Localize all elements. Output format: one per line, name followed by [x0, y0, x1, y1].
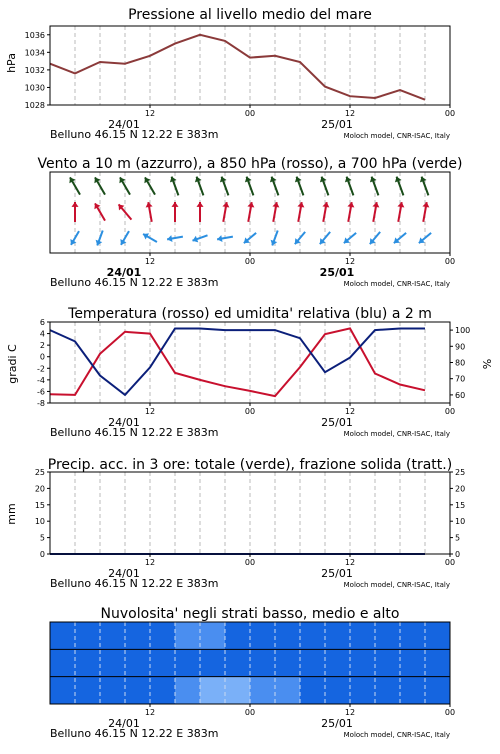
x-tick-label: 00 [444, 407, 456, 416]
temperature-title: Temperatura (rosso) ed umidita' relativa (blu) a 2 m [68, 306, 432, 322]
temperature-ylabel: gradi C [6, 344, 19, 384]
cloud-cell [400, 649, 425, 676]
y-tick-label: -8 [37, 399, 45, 408]
y-tick-label: 100 [455, 326, 471, 336]
y-tick-label: -4 [37, 375, 45, 385]
y-tick-label: 10 [455, 517, 466, 527]
y-tick-label: 15 [34, 500, 45, 510]
cloud-cell [225, 622, 250, 649]
y-tick-label: 5 [39, 533, 45, 543]
location-label: Belluno 46.15 N 12.22 E 383m [50, 128, 219, 141]
cloud-cell [300, 649, 325, 676]
cloud-cell [425, 649, 450, 676]
cloud-cell [225, 677, 250, 704]
cloud-cell [325, 649, 350, 676]
clouds-title: Nuvolosita' negli strati basso, medio e alto [100, 606, 400, 622]
cloud-cell [75, 677, 100, 704]
cloud-cell [350, 622, 375, 649]
y-tick-label: 20 [455, 484, 466, 494]
y-tick-label: 1036 [24, 30, 45, 40]
y-tick-label: 5 [455, 533, 461, 543]
cloud-cell [425, 622, 450, 649]
x-tick-label: 12 [344, 558, 356, 567]
y-tick-label: -2 [37, 364, 45, 374]
cloud-cell [200, 677, 225, 704]
y-tick-label: 15 [455, 500, 466, 510]
date-label: 25/01 [319, 266, 355, 279]
y-tick-label: 60 [455, 390, 466, 400]
cloud-cell [275, 649, 300, 676]
cloud-cell [100, 649, 125, 676]
location-label: Belluno 46.15 N 12.22 E 383m [50, 276, 219, 289]
cloud-cell [300, 622, 325, 649]
credit-label: Moloch model, CNR-ISAC, Italy [343, 132, 450, 140]
cloud-cell [375, 622, 400, 649]
date-label: 24/01 [108, 717, 140, 730]
y-tick-label: 0 [39, 352, 45, 362]
cloud-layer [50, 622, 450, 704]
plot-frame [50, 472, 450, 554]
x-tick-label: 12 [344, 708, 356, 717]
y-tick-label: -6 [37, 387, 45, 397]
credit-label: Moloch model, CNR-ISAC, Italy [343, 430, 450, 438]
cloud-cell [175, 677, 200, 704]
cloud-cell [150, 649, 175, 676]
credit-label: Moloch model, CNR-ISAC, Italy [343, 731, 450, 739]
y-tick-label: 10 [34, 517, 45, 527]
y-tick-label: 80 [455, 358, 466, 368]
y-tick-label: 25 [455, 468, 466, 477]
x-tick-label: 00 [244, 407, 256, 416]
date-label: 24/01 [108, 567, 140, 580]
cloud-cell [175, 622, 200, 649]
cloud-cell [350, 677, 375, 704]
cloud-cell [125, 649, 150, 676]
cloud-cell [250, 622, 275, 649]
x-tick-label: 00 [444, 558, 456, 567]
y-tick-label: 0 [455, 550, 461, 559]
x-tick-label: 00 [444, 109, 456, 118]
cloud-cell [125, 677, 150, 704]
x-tick-label: 00 [244, 109, 256, 118]
cloud-cell [200, 649, 225, 676]
date-label: 25/01 [321, 416, 353, 429]
credit-label: Moloch model, CNR-ISAC, Italy [343, 581, 450, 589]
cloud-cell [350, 649, 375, 676]
cloud-cell [225, 649, 250, 676]
x-tick-label: 00 [244, 708, 256, 717]
cloud-cell [150, 622, 175, 649]
y-tick-label: 1034 [24, 48, 45, 58]
data-layer [50, 35, 431, 554]
precip-title: Precip. acc. in 3 ore: totale (verde), frazione solida (tratt.) [47, 457, 453, 473]
x-tick-label: 12 [344, 257, 356, 266]
cloud-cell [275, 622, 300, 649]
y-tick-label: 20 [34, 484, 45, 494]
location-label: Belluno 46.15 N 12.22 E 383m [50, 426, 219, 439]
x-tick-label: 12 [344, 109, 356, 118]
cloud-cell [200, 622, 225, 649]
cloud-cell [75, 649, 100, 676]
y-tick-label: 1030 [24, 83, 45, 93]
y-tick-label: 2 [39, 341, 45, 351]
y-tick-label: 1032 [24, 65, 45, 75]
temperature-line [50, 328, 425, 396]
y-tick-label: 25 [34, 468, 45, 477]
x-tick-label: 12 [144, 708, 156, 717]
cloud-cell [175, 649, 200, 676]
cloud-cell [50, 677, 75, 704]
temperature-ylabel-right: % [481, 358, 494, 370]
pressure-title: Pressione al livello medio del mare [128, 7, 372, 23]
pressure-ylabel: hPa [5, 53, 18, 73]
cloud-cell [250, 649, 275, 676]
wind-arrowhead-850 [171, 202, 178, 207]
x-tick-label: 12 [144, 407, 156, 416]
credit-label: Moloch model, CNR-ISAC, Italy [343, 280, 450, 288]
cloud-cell [375, 677, 400, 704]
date-label: 24/01 [108, 416, 140, 429]
date-label: 24/01 [108, 118, 140, 131]
x-tick-label: 12 [344, 407, 356, 416]
cloud-cell [325, 677, 350, 704]
cloud-cell [325, 622, 350, 649]
y-tick-label: 4 [39, 329, 45, 339]
cloud-cell [275, 677, 300, 704]
precip-ylabel: mm [5, 503, 18, 525]
cloud-cell [375, 649, 400, 676]
cloud-cell [300, 677, 325, 704]
cloud-cell [100, 677, 125, 704]
date-label: 25/01 [321, 717, 353, 730]
cloud-cell [75, 622, 100, 649]
cloud-cell [50, 649, 75, 676]
pressure-line [50, 35, 425, 100]
cloud-cell [150, 677, 175, 704]
location-label: Belluno 46.15 N 12.22 E 383m [50, 727, 219, 740]
cloud-cell [250, 677, 275, 704]
date-label: 25/01 [321, 567, 353, 580]
y-tick-label: 90 [455, 342, 466, 352]
date-label: 25/01 [321, 118, 353, 131]
cloud-cell [400, 677, 425, 704]
x-tick-label: 00 [444, 708, 456, 717]
y-tick-label: 70 [455, 374, 466, 384]
x-tick-label: 12 [144, 257, 156, 266]
cloud-cell [425, 677, 450, 704]
cloud-cell [125, 622, 150, 649]
wind-arrowhead-850 [196, 202, 203, 207]
cloud-cell [100, 622, 125, 649]
location-label: Belluno 46.15 N 12.22 E 383m [50, 577, 219, 590]
x-tick-label: 12 [144, 558, 156, 567]
date-label: 24/01 [106, 266, 142, 279]
wind-arrowhead-850 [71, 202, 78, 207]
y-tick-label: 1028 [24, 101, 45, 110]
cloud-cell [400, 622, 425, 649]
x-tick-label: 00 [244, 257, 256, 266]
x-tick-label: 00 [444, 257, 456, 266]
cloud-cell [50, 622, 75, 649]
y-tick-label: 0 [39, 550, 45, 559]
x-tick-label: 12 [144, 109, 156, 118]
x-tick-label: 00 [244, 558, 256, 567]
y-tick-label: 6 [39, 318, 45, 327]
wind-title: Vento a 10 m (azzurro), a 850 hPa (rosso), a 700 hPa (verde) [37, 156, 463, 172]
